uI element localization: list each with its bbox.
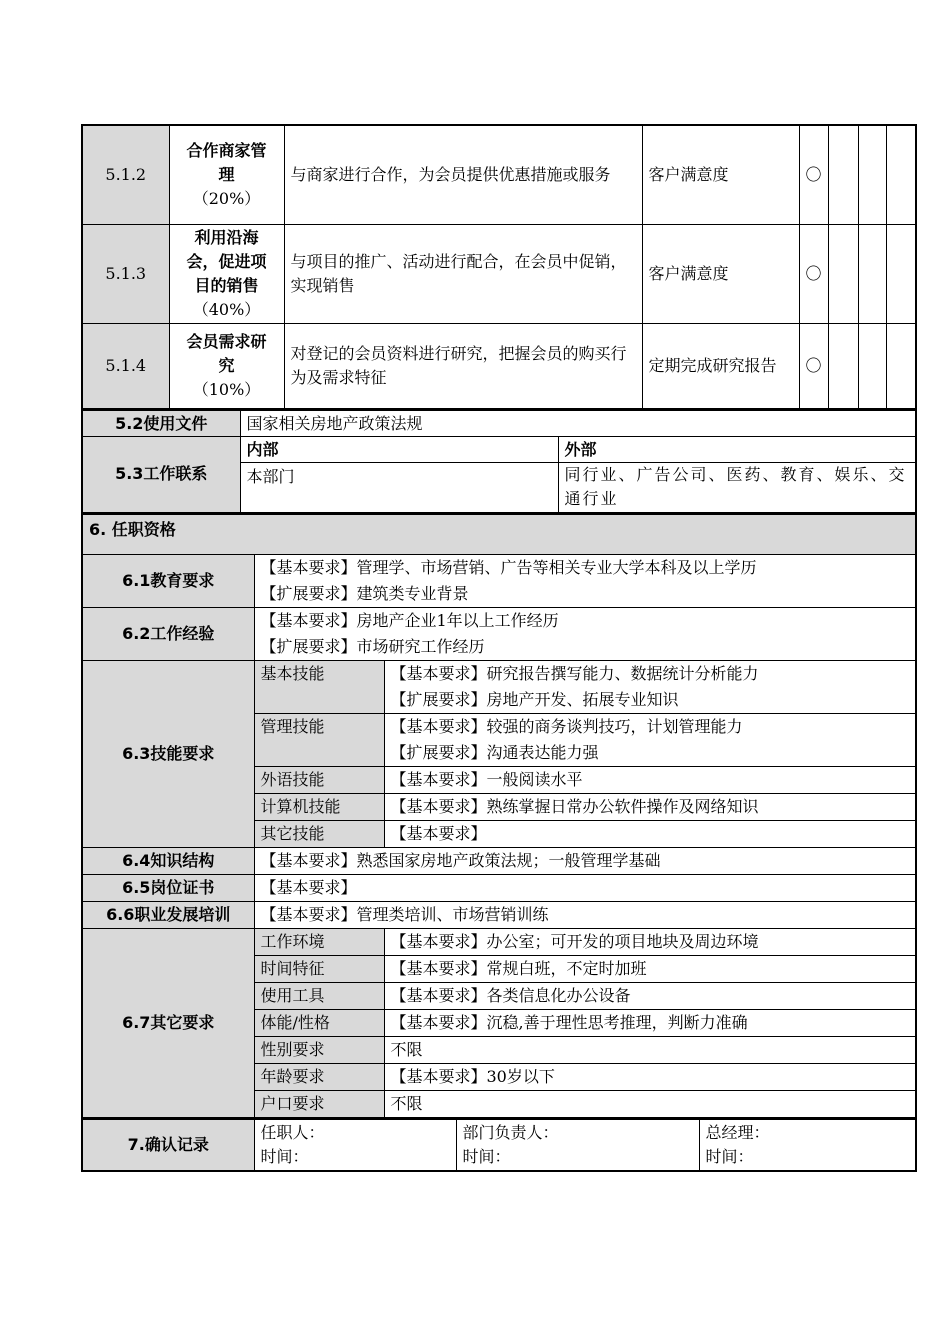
edu-row <box>82 554 916 607</box>
skills-label: 6.3技能要求 <box>82 660 254 847</box>
kpi-name: 合作商家管 理 （20%） <box>169 125 284 225</box>
kpi-empty-cell <box>886 125 916 225</box>
other-name: 年龄要求 <box>254 1063 384 1090</box>
exp-value: 【基本要求】房地产企业1年以上工作经历 【扩展要求】市场研究工作经历 <box>254 607 916 660</box>
training-row <box>82 901 916 928</box>
docs-label: 5.2使用文件 <box>82 411 240 437</box>
edu-label: 6.1教育要求 <box>82 554 254 607</box>
kpi-empty-cell <box>828 125 858 225</box>
kpi-empty-cell <box>886 225 916 324</box>
section6-header <box>82 514 916 554</box>
other-label: 6.7其它要求 <box>82 928 254 1118</box>
cert-value: 【基本要求】 <box>254 874 916 901</box>
relations-external-head: 外部 <box>558 437 916 463</box>
kpi-mark: 〇 <box>799 225 828 324</box>
confirm-dept-head: 部门负责人： 时间： <box>456 1119 699 1171</box>
kpi-description: 与商家进行合作，为会员提供优惠措施或服务 <box>284 125 642 225</box>
knowledge-label: 6.4知识结构 <box>82 847 254 874</box>
cert-label: 6.5岗位证书 <box>82 874 254 901</box>
job-description-document <box>81 124 915 1172</box>
kpi-empty-cell <box>858 225 886 324</box>
other-value: 【基本要求】沉稳,善于理性思考推理，判断力准确 <box>384 1009 916 1036</box>
kpi-empty-cell <box>828 225 858 324</box>
qualification-table <box>81 514 917 1119</box>
kpi-row-514 <box>82 324 916 410</box>
confirm-label: 7.确认记录 <box>82 1119 254 1171</box>
kpi-empty-cell <box>858 324 886 410</box>
other-value: 不限 <box>384 1036 916 1063</box>
kpi-table <box>81 124 917 410</box>
other-value: 【基本要求】常规白班，不定时加班 <box>384 955 916 982</box>
kpi-name: 利用沿海 会，促进项 目的销售 （40%） <box>169 225 284 324</box>
edu-value: 【基本要求】管理学、市场营销、广告等相关专业大学本科及以上学历 【扩展要求】建筑类专业背景 <box>254 554 916 607</box>
kpi-empty-cell <box>886 324 916 410</box>
kpi-mark: 〇 <box>799 125 828 225</box>
other-name: 户口要求 <box>254 1090 384 1118</box>
docs-relations-table <box>81 410 917 514</box>
confirm-general-manager: 总经理： 时间： <box>699 1119 916 1171</box>
exp-row <box>82 607 916 660</box>
relations-head-row <box>82 437 916 463</box>
kpi-measure: 定期完成研究报告 <box>642 324 799 410</box>
relations-internal: 本部门 <box>240 463 558 513</box>
kpi-number: 5.1.2 <box>82 125 169 225</box>
skill-name: 其它技能 <box>254 820 384 847</box>
training-value: 【基本要求】管理类培训、市场营销训练 <box>254 901 916 928</box>
other-name: 工作环境 <box>254 928 384 955</box>
kpi-empty-cell <box>828 324 858 410</box>
confirm-row <box>82 1119 916 1171</box>
confirm-table <box>81 1119 917 1173</box>
other-name: 时间特征 <box>254 955 384 982</box>
kpi-mark: 〇 <box>799 324 828 410</box>
kpi-description: 与项目的推广、活动进行配合，在会员中促销，实现销售 <box>284 225 642 324</box>
other-value: 【基本要求】各类信息化办公设备 <box>384 982 916 1009</box>
relations-label: 5.3工作联系 <box>82 437 240 513</box>
kpi-measure: 客户满意度 <box>642 125 799 225</box>
kpi-row-513 <box>82 225 916 324</box>
other-value: 不限 <box>384 1090 916 1118</box>
skill-value: 【基本要求】熟练掌握日常办公软件操作及网络知识 <box>384 793 916 820</box>
skill-name: 管理技能 <box>254 713 384 766</box>
kpi-measure: 客户满意度 <box>642 225 799 324</box>
kpi-empty-cell <box>858 125 886 225</box>
skill-value: 【基本要求】一般阅读水平 <box>384 766 916 793</box>
other-name: 使用工具 <box>254 982 384 1009</box>
cert-row <box>82 874 916 901</box>
training-label: 6.6职业发展培训 <box>82 901 254 928</box>
skill-row-basic <box>82 660 916 713</box>
relations-external: 同行业、广告公司、医药、教育、娱乐、交通行业 <box>558 463 916 513</box>
other-name: 性别要求 <box>254 1036 384 1063</box>
other-row-environment <box>82 928 916 955</box>
skill-name: 外语技能 <box>254 766 384 793</box>
skill-name: 基本技能 <box>254 660 384 713</box>
other-name: 体能/性格 <box>254 1009 384 1036</box>
other-value: 【基本要求】办公室；可开发的项目地块及周边环境 <box>384 928 916 955</box>
exp-label: 6.2工作经验 <box>82 607 254 660</box>
kpi-name: 会员需求研 究 （10%） <box>169 324 284 410</box>
kpi-description: 对登记的会员资料进行研究，把握会员的购买行为及需求特征 <box>284 324 642 410</box>
skill-value: 【基本要求】较强的商务谈判技巧，计划管理能力 【扩展要求】沟通表达能力强 <box>384 713 916 766</box>
knowledge-value: 【基本要求】熟悉国家房地产政策法规；一般管理学基础 <box>254 847 916 874</box>
kpi-row-512 <box>82 125 916 225</box>
confirm-employee: 任职人： 时间： <box>254 1119 456 1171</box>
knowledge-row <box>82 847 916 874</box>
kpi-number: 5.1.4 <box>82 324 169 410</box>
skill-value: 【基本要求】研究报告撰写能力、数据统计分析能力 【扩展要求】房地产开发、拓展专业知识 <box>384 660 916 713</box>
skill-value: 【基本要求】 <box>384 820 916 847</box>
docs-row <box>82 411 916 437</box>
other-value: 【基本要求】30岁以下 <box>384 1063 916 1090</box>
docs-value: 国家相关房地产政策法规 <box>240 411 916 437</box>
section6-title: 6. 任职资格 <box>82 514 916 554</box>
skill-name: 计算机技能 <box>254 793 384 820</box>
relations-internal-head: 内部 <box>240 437 558 463</box>
kpi-number: 5.1.3 <box>82 225 169 324</box>
